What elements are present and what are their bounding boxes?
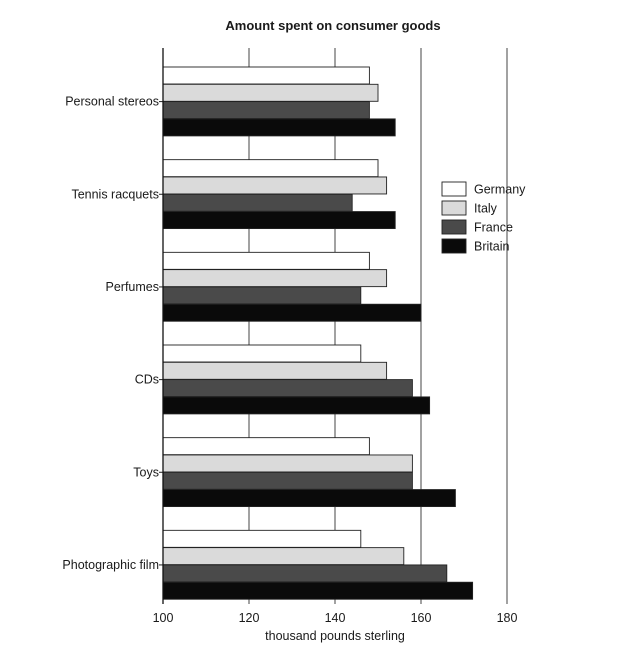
bar-germany-4 xyxy=(163,345,361,362)
bar-germany-5 xyxy=(163,438,369,455)
bar-france-2 xyxy=(163,194,352,211)
category-label: Perfumes xyxy=(105,279,159,294)
bars xyxy=(163,67,473,599)
x-tick-label: 160 xyxy=(410,611,432,625)
bar-france-4 xyxy=(163,380,412,397)
axes xyxy=(159,48,163,604)
legend-label-britain: Britain xyxy=(474,239,510,254)
bar-italy-3 xyxy=(163,270,387,287)
bar-italy-2 xyxy=(163,177,387,194)
bar-britain-2 xyxy=(163,212,395,229)
bar-germany-6 xyxy=(163,530,361,547)
bar-italy-5 xyxy=(163,455,412,472)
bar-france-3 xyxy=(163,287,361,304)
x-axis-title: thousand pounds sterling xyxy=(265,629,405,643)
legend xyxy=(442,182,526,254)
x-tick-label: 120 xyxy=(238,611,260,625)
x-tick-label: 100 xyxy=(152,611,174,625)
x-tick-label: 180 xyxy=(496,611,518,625)
bar-britain-5 xyxy=(163,490,455,507)
category-labels xyxy=(62,95,159,572)
legend-swatch-germany xyxy=(442,182,466,196)
category-label: Photographic film xyxy=(62,557,159,572)
bar-britain-6 xyxy=(163,582,473,599)
category-label: Personal stereos xyxy=(65,94,159,109)
tick-labels xyxy=(153,611,518,625)
bar-britain-3 xyxy=(163,304,421,321)
bar-france-1 xyxy=(163,102,369,119)
bar-germany-3 xyxy=(163,252,369,269)
legend-label-germany: Germany xyxy=(474,182,526,197)
legend-swatch-france xyxy=(442,220,466,234)
bar-france-6 xyxy=(163,565,447,582)
legend-swatch-italy xyxy=(442,201,466,215)
bar-britain-4 xyxy=(163,397,430,414)
bar-germany-1 xyxy=(163,67,369,84)
category-label: Tennis racquets xyxy=(71,187,159,202)
bar-italy-4 xyxy=(163,362,387,379)
bar-france-5 xyxy=(163,472,412,489)
bar-italy-1 xyxy=(163,84,378,101)
legend-swatch-britain xyxy=(442,239,466,253)
bar-germany-2 xyxy=(163,160,378,177)
category-label: Toys xyxy=(133,465,159,480)
bar-britain-1 xyxy=(163,119,395,136)
bar-italy-6 xyxy=(163,548,404,565)
legend-label-italy: Italy xyxy=(474,201,497,216)
legend-label-france: France xyxy=(474,220,513,235)
x-tick-label: 140 xyxy=(324,611,346,625)
chart-title: Amount spent on consumer goods xyxy=(225,18,441,33)
category-label: CDs xyxy=(134,372,159,387)
